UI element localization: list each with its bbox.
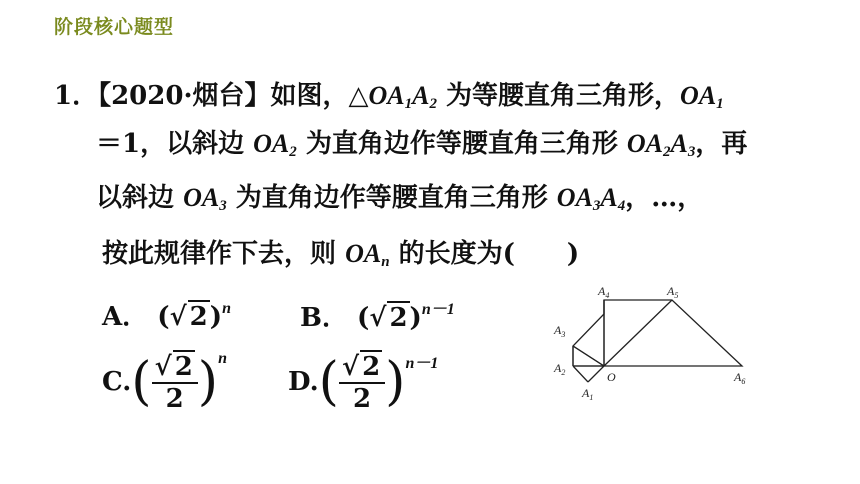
text: OA — [368, 81, 405, 110]
option-d-label: D. — [288, 367, 319, 397]
text: 以斜边 — [96, 183, 184, 213]
text: 3 — [687, 144, 696, 160]
text: n — [381, 254, 390, 270]
text: 3 — [219, 198, 227, 214]
text: 1 — [404, 96, 413, 112]
text: 2 — [663, 144, 671, 160]
left-paren: ( — [131, 352, 152, 412]
label-a3: $A_3$ — [554, 323, 566, 339]
fraction — [152, 350, 198, 414]
text: 2 — [429, 96, 437, 112]
text: OA — [345, 239, 382, 268]
text: 按此规律作下去，则 — [102, 239, 346, 269]
text: OA — [183, 183, 220, 212]
exponent: n — [222, 300, 231, 317]
sqrt-sign: √ — [154, 352, 172, 382]
text: 2 — [289, 144, 297, 160]
option-b-label: B． — [300, 303, 348, 333]
option-d[interactable] — [288, 350, 438, 414]
text: 如图，△ — [270, 81, 369, 111]
label-a6: $A_6$ — [734, 370, 746, 386]
text: OA — [680, 81, 717, 110]
segment-a1a2 — [573, 366, 588, 382]
text: 为等腰直角三角形， — [436, 81, 681, 111]
radicand: 2 — [189, 302, 208, 332]
text: OA — [253, 129, 290, 158]
segment-oa3-diag — [573, 346, 604, 366]
text: 1 — [716, 96, 724, 112]
denominator: 2 — [353, 384, 372, 414]
text: A — [412, 81, 430, 110]
text: 4 — [617, 198, 626, 214]
text: 为直角边作等腰直角三角形 — [296, 129, 627, 159]
geometry-figure — [548, 282, 788, 412]
question-number: 1． — [54, 81, 99, 111]
question-source: 【2020·烟台】 — [98, 81, 271, 111]
segment-oa5 — [604, 300, 672, 366]
exponent: n－1 — [405, 355, 439, 372]
option-b[interactable] — [300, 296, 455, 334]
text: 的长度为( ) — [389, 239, 580, 269]
label-a1: $A_1$ — [582, 386, 594, 402]
text: ，再 — [695, 129, 748, 159]
text: A — [670, 129, 688, 158]
fraction — [339, 350, 385, 414]
question-line-2 — [96, 128, 747, 168]
paren: ( — [157, 302, 170, 332]
right-paren: ) — [385, 352, 406, 412]
text: ，…， — [625, 183, 704, 213]
question-line-4 — [102, 238, 579, 278]
right-paren: ) — [197, 352, 219, 412]
numerator — [339, 350, 385, 384]
label-o: O — [607, 370, 616, 384]
numerator — [152, 350, 198, 384]
option-a[interactable] — [102, 296, 231, 333]
figure-outline — [573, 300, 742, 366]
sqrt-sign: √ — [169, 302, 187, 332]
text: ＝1，以斜边 — [96, 129, 254, 159]
radicand: 2 — [389, 303, 408, 333]
label-a2: $A_2$ — [554, 361, 566, 377]
question-line-3 — [96, 182, 703, 222]
denominator: 2 — [165, 384, 184, 414]
radicand: 2 — [362, 352, 381, 382]
sqrt-sign: √ — [341, 352, 360, 382]
question-line-1 — [54, 80, 724, 120]
left-paren: ( — [318, 352, 339, 412]
section-title: 阶段核心题型 — [54, 16, 175, 38]
text: A — [600, 183, 618, 212]
label-a5: $A_5$ — [667, 284, 679, 300]
paren: ( — [357, 303, 370, 333]
paren: ) — [209, 302, 223, 332]
text: OA — [556, 183, 593, 212]
segment-oa1 — [588, 366, 604, 382]
text: 为直角边作等腰直角三角形 — [226, 183, 557, 213]
option-c-label: C. — [102, 367, 132, 397]
text: 3 — [592, 198, 601, 214]
option-a-label: A． — [102, 302, 149, 332]
paren: ) — [409, 303, 422, 333]
sqrt-sign: √ — [369, 303, 387, 333]
option-c[interactable] — [102, 350, 227, 414]
text: OA — [626, 129, 664, 158]
exponent: n－1 — [421, 301, 455, 318]
radicand: 2 — [174, 352, 193, 382]
exponent: n — [218, 350, 227, 367]
label-a4: $A_4$ — [598, 284, 610, 300]
